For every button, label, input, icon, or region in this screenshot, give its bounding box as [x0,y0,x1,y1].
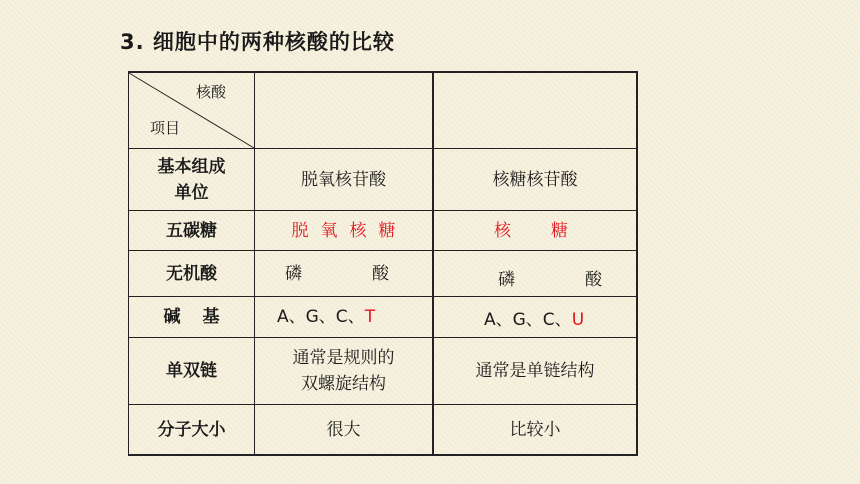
rna-molecule-size: 比较小 [509,419,561,440]
dna-acid-part: 酸 [372,263,389,284]
rna-pentose-part: 核 [494,220,511,241]
slide-heading: 3. 细胞中的两种核酸的比较 [120,30,395,54]
dna-basic-unit: 脱氧核苷酸 [301,169,386,190]
row-label-part: 碱 [163,307,181,327]
dna-strand-line: 通常是规则的 [292,348,395,368]
table-border-bottom [128,454,638,456]
rna-acid-part: 磷 [498,269,515,290]
table-border-right [636,71,638,456]
dna-bases [255,297,432,337]
row-label-strandedness: 单双链 [166,361,217,381]
row-label-basic-unit [129,149,254,210]
dna-acid-part: 磷 [285,263,302,284]
dna-molecule-size: 很大 [326,419,361,440]
dna-strand-line: 双螺旋结构 [301,374,386,394]
header-diagonal-line [128,71,255,149]
header-row-label: 项目 [150,119,181,137]
rna-strandedness: 通常是单链结构 [475,361,595,381]
header-column-label: 核酸 [196,83,227,101]
nucleic-acid-comparison-table [128,71,638,456]
rna-basic-unit: 核糖核苷酸 [492,169,578,190]
dna-strandedness [255,338,432,404]
rna-bases [434,300,636,340]
header-dna-cell [255,73,432,148]
dna-bases-thymine: T [364,307,376,327]
rna-pentose-part: 糖 [551,220,568,241]
row-label-part: 基 [202,307,220,327]
row-label-pentose: 五碳糖 [166,220,217,241]
dna-pentose: 脱氧核糖 [291,220,408,241]
rna-inorganic-acid [434,257,636,302]
rna-bases-common: A、G、C、 [484,310,572,330]
row-label-inorganic-acid: 无机酸 [166,263,217,284]
dna-inorganic-acid [255,251,432,296]
rna-pentose [434,211,636,250]
row-label-molecule-size: 分子大小 [157,419,226,440]
rna-acid-part: 酸 [585,269,602,290]
row-label-line: 单位 [174,182,209,203]
rna-bases-uracil: U [571,310,585,330]
header-rna-cell [434,73,636,148]
dna-bases-common: A、G、C、 [277,307,365,327]
row-label-line: 基本组成 [157,156,226,177]
row-label-bases [129,297,254,337]
